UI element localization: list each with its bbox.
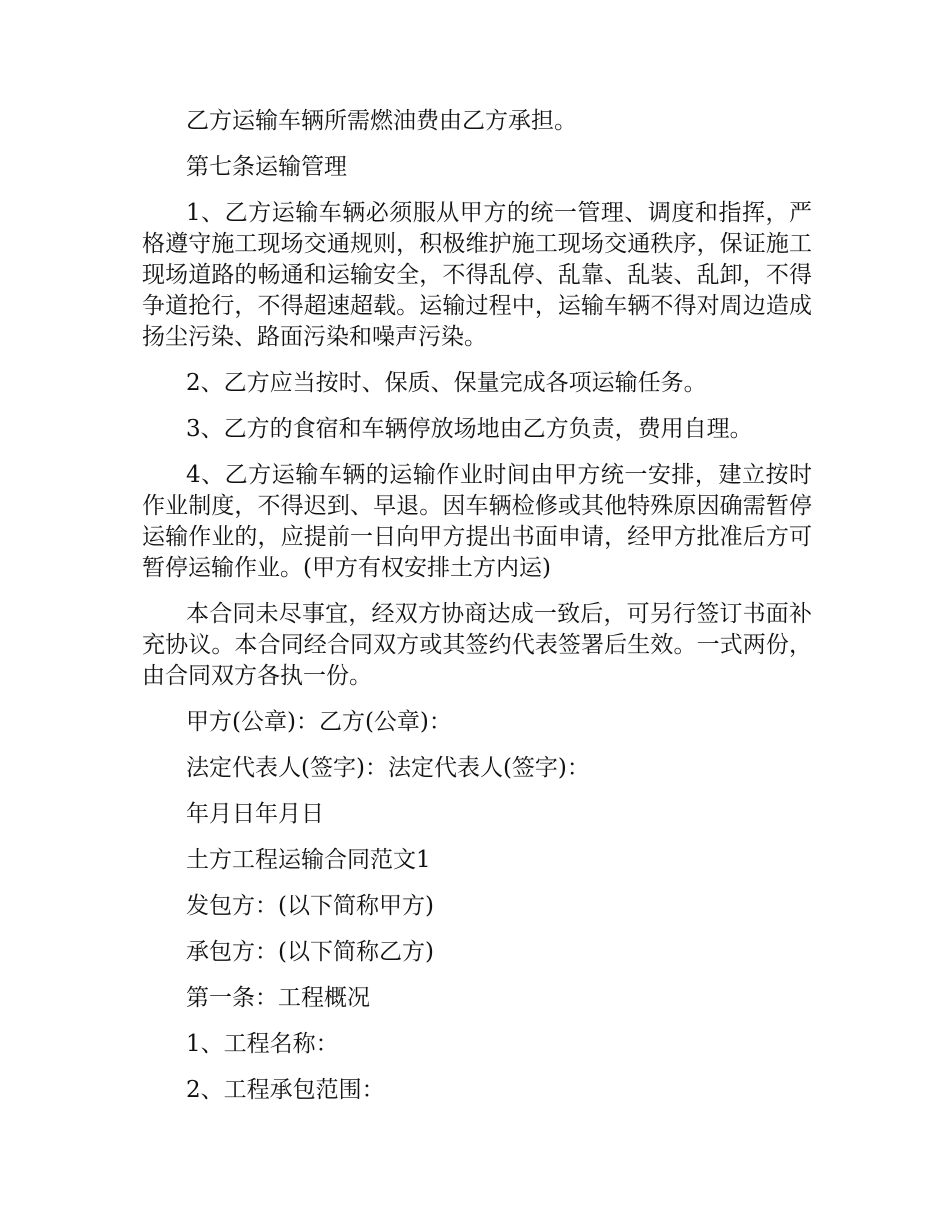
party-a-line: 发包方：(以下简称甲方)	[186, 893, 434, 919]
party-b-line: 承包方：(以下简称乙方)	[186, 939, 434, 965]
document-body	[142, 106, 812, 1121]
paragraph-fuel-cost: 乙方运输车辆所需燃油费由乙方承担。	[186, 108, 577, 134]
project-name-line: 1、工程名称：	[186, 1031, 339, 1057]
signature-representative-line: 法定代表人(签字)：法定代表人(签字)：	[186, 755, 590, 781]
paragraph-clause-1: 1、乙方运输车辆必须服从甲方的统一管理、调度和指挥，严格遵守施工现场交通规则，积极维护施工现场交通秩序，保证施工现场道路的畅通和运输安全，不得乱停、乱靠、乱装、乱卸，不得争道抢行，不得超速超载。运输过程中，运输车辆不得对周边造成扬尘污染、路面污染和噪声污染。	[142, 200, 812, 350]
paragraph-clause-3: 3、乙方的食宿和车辆停放场地由乙方负责，费用自理。	[186, 416, 753, 442]
signature-seal-line: 甲方(公章)：乙方(公章)：	[186, 709, 452, 735]
project-scope-line: 2、工程承包范围：	[186, 1077, 385, 1103]
paragraph-supplementary: 本合同未尽事宜，经双方协商达成一致后，可另行签订书面补充协议。本合同经合同双方或其签约代表签署后生效。一式两份，由合同双方各执一份。	[142, 601, 812, 689]
paragraph-clause-2: 2、乙方应当按时、保质、保量完成各项运输任务。	[186, 370, 707, 396]
paragraph-clause-4: 4、乙方运输车辆的运输作业时间由甲方统一安排，建立按时作业制度，不得迟到、早退。因车辆检修或其他特殊原因确需暂停运输作业的，应提前一日向甲方提出书面申请，经甲方批准后方可暂停运输作业。(甲方有权安排土方内运)	[142, 462, 812, 581]
signature-date-line: 年月日年月日	[186, 801, 324, 827]
heading-article-7: 第七条运输管理	[186, 154, 347, 180]
section-title: 土方工程运输合同范文1	[186, 847, 431, 873]
heading-article-1: 第一条：工程概况	[186, 985, 370, 1011]
